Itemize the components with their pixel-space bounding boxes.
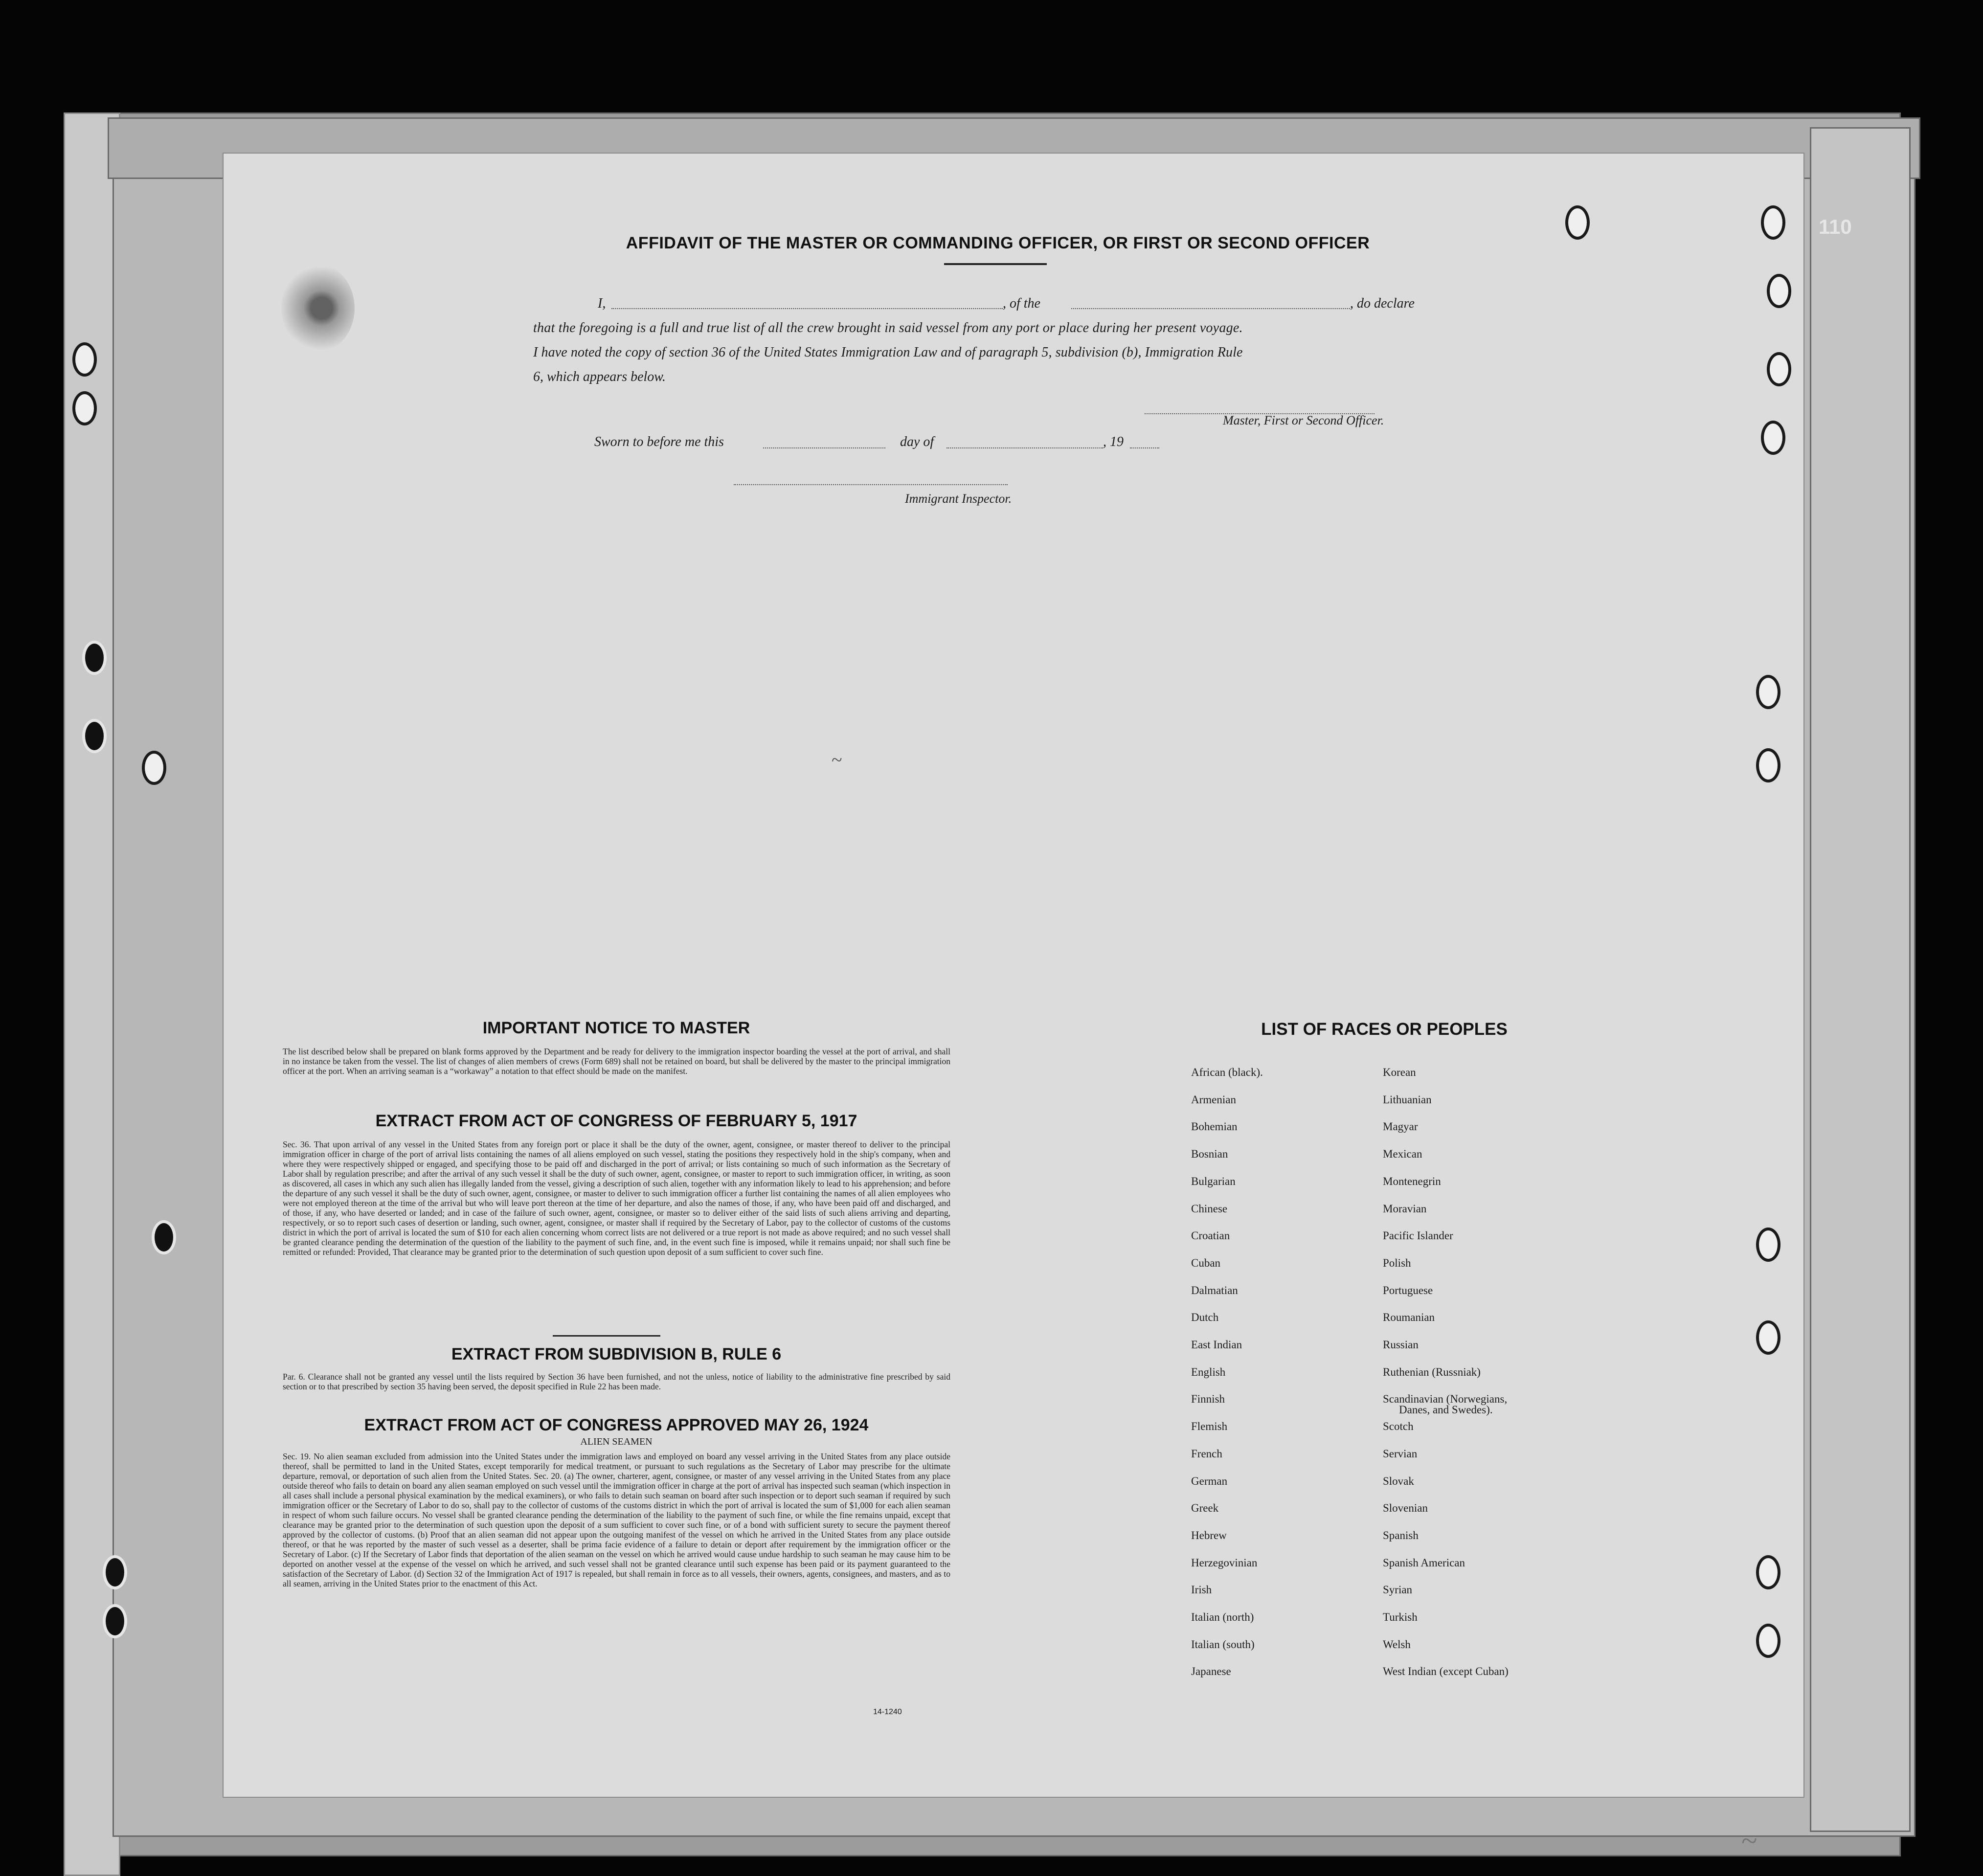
race-item: African (black).	[1191, 1066, 1263, 1078]
binder-hole	[103, 1555, 127, 1589]
binder-hole	[1756, 1624, 1780, 1658]
sworn-label: Sworn to before me this	[594, 434, 724, 449]
affidavit-title: AFFIDAVIT OF THE MASTER OR COMMANDING OFFICER, OR FIRST OR SECOND OFFICER	[626, 234, 1370, 252]
binder-hole	[103, 1604, 127, 1638]
race-item: Spanish	[1383, 1529, 1419, 1541]
race-item: Scotch	[1383, 1420, 1414, 1432]
binder-hole	[1756, 675, 1780, 709]
binder-hole	[1761, 421, 1785, 455]
race-item: Roumanian	[1383, 1311, 1435, 1323]
race-item: Greek	[1191, 1502, 1219, 1514]
race-item: Dalmatian	[1191, 1284, 1238, 1296]
sworn-month-blank	[946, 447, 1103, 448]
stamp-seal	[281, 264, 355, 352]
binder-hole	[1565, 205, 1590, 240]
binder-hole	[82, 641, 107, 675]
inspector-label: Immigrant Inspector.	[905, 491, 1012, 506]
race-item: Ruthenian (Russniak)	[1383, 1366, 1481, 1378]
race-item: Armenian	[1191, 1094, 1236, 1106]
race-item: East Indian	[1191, 1339, 1242, 1351]
race-item: Magyar	[1383, 1120, 1418, 1133]
race-item: Moravian	[1383, 1203, 1427, 1215]
title-rule	[944, 263, 1047, 265]
binder-hole	[1761, 205, 1785, 240]
race-item: Irish	[1191, 1584, 1212, 1596]
race-item: Italian (south)	[1191, 1638, 1255, 1651]
race-item: Scandinavian (Norwegians,	[1383, 1393, 1508, 1405]
binder-hole	[82, 719, 107, 753]
race-item: Pacific Islander	[1383, 1229, 1453, 1242]
extract-rule6-body: Par. 6. Clearance shall not be granted any vessel until the lists required by Section 36 have been furnished, and not the unless, notice of liability to the administrative fine prescribed by said section or to that prescribed by section 35 having been served, the deposit specified in Rule 22 has been made.	[283, 1372, 950, 1391]
race-item: Slovenian	[1383, 1502, 1428, 1514]
race-item: Polish	[1383, 1257, 1411, 1269]
binder-hole	[72, 342, 97, 377]
sworn-year-blank	[1130, 447, 1159, 448]
race-item: Chinese	[1191, 1203, 1228, 1215]
extract-1924-title: EXTRACT FROM ACT OF CONGRESS APPROVED MAY 26, 1924	[364, 1416, 869, 1434]
race-item: Mexican	[1383, 1148, 1422, 1160]
binder-hole	[1767, 352, 1791, 386]
affidavit-line1-end: , do declare	[1350, 296, 1415, 311]
inspector-signature-line	[734, 484, 1008, 485]
sworn-day-blank	[763, 447, 885, 448]
race-item: Turkish	[1383, 1611, 1418, 1623]
extract-1924-body: Sec. 19. No alien seaman excluded from admission into the United States under the immigration laws and employed on board any vessel arriving in the United States from any place outside thereof, shall be permitted to land in the United States, except temporarily for medical treatment, or pursuant to such regulations as the Secretary of Labor may prescribe for the ultimate departure, removal, or deportation of such alien from the United States. Sec. 20. (a) The owner, charterer, agent, consignee, or master of any vessel arriving in the United States from any place outside thereof who fails to detain on board any alien seaman employed on such vessel until the immigration officer in charge at the port of arrival has inspected such seaman (which inspection in all cases shall include a personal physical examination by the medical examiners), or who fails to detain such seaman on board after such inspection or to deport such seaman if required by such immigration officer or the Secretary of Labor to do so, shall pay to the collector of customs of the customs district in which the port of arrival is located the sum of $1,000 for each alien seaman in respect of whom such failure occurs. No vessel shall be granted clearance pending the determination of the liability to the payment of such fine, or while the fine remains unpaid, except that clearance may be granted prior to the determination of such question upon the deposit of a sum sufficient to cover such fine, or of a bond with sufficient surety to secure the payment thereof approved by the collector of customs. (b) Proof that an alien seaman did not appear upon the outgoing manifest of the vessel on which he arrived in the United States from any place outside thereof, or that he was reported by the master of such vessel as a deserter, shall be prima facie evidence of a failure to detain or deport after requirement by the immigration officer or the Secretary of Labor. (c) If the Secretary of Labor finds that deportation of the alien seaman on the vessel on which he arrived would cause undue hardship to such seaman he may cause him to be deported on another vessel at the expense of the vessel on which he arrived, and such vessel shall not be granted clearance until such expense has been paid or its payment guaranteed to the satisfaction of the Secretary of Labor. (d) Section 32 of the Immigration Act of 1917 is repealed, but shall remain in force as to all vessels, their owners, agents, consignees, and masters, and as to all seamen, arriving in the United States prior to the enactment of this Act.	[283, 1452, 950, 1588]
vessel-blank	[1071, 308, 1350, 309]
binder-hole	[1756, 1555, 1780, 1589]
race-item: Bulgarian	[1191, 1175, 1236, 1187]
race-item: Finnish	[1191, 1393, 1225, 1405]
pencil-scribble: ~	[1741, 1825, 1758, 1857]
binder-hole	[72, 391, 97, 425]
race-item: Portuguese	[1383, 1284, 1433, 1296]
race-item: Russian	[1383, 1339, 1419, 1351]
race-item: Flemish	[1191, 1420, 1228, 1432]
right-sheet-edge	[1810, 127, 1911, 1832]
pencil-mark: ~	[832, 749, 842, 771]
race-item: Spanish American	[1383, 1557, 1465, 1569]
affidavit-line1-start: I,	[598, 296, 606, 311]
sworn-year-label: , 19	[1103, 434, 1124, 449]
race-item: West Indian (except Cuban)	[1383, 1665, 1509, 1677]
name-blank	[611, 308, 1003, 309]
race-item: Cuban	[1191, 1257, 1221, 1269]
sworn-dayof-label: day of	[900, 434, 934, 449]
notice-body: The list described below shall be prepared on blank forms approved by the Department and be ready for delivery to the immigration inspector boarding the vessel at the port of arrival, and shall in no instance be taken from the vessel. The list of changes of alien members of crews (Form 689) shall not be retained on board, but shall be delivered by the master to the principal immigration officer at the port. When an arriving seaman is a “workaway” a notation to that effect should be made on the manifest.	[283, 1047, 950, 1076]
race-item: Syrian	[1383, 1584, 1413, 1596]
race-item: English	[1191, 1366, 1226, 1378]
form-number: 14-1240	[873, 1708, 902, 1716]
race-item: Dutch	[1191, 1311, 1219, 1323]
affidavit-line4: 6, which appears below.	[533, 369, 666, 384]
binder-hole	[152, 1220, 176, 1254]
affidavit-line3: I have noted the copy of section 36 of the United States Immigration Law and of paragraph 5, subdivision (b), Immigration Rule	[533, 345, 1243, 360]
race-scandinavian-cont: Danes, and Swedes).	[1399, 1404, 1493, 1416]
race-item: Montenegrin	[1383, 1175, 1441, 1187]
master-signature-label: Master, First or Second Officer.	[1223, 413, 1384, 427]
race-item: German	[1191, 1475, 1228, 1487]
notice-title: IMPORTANT NOTICE TO MASTER	[482, 1019, 750, 1037]
binder-hole	[1756, 1228, 1780, 1262]
binder-hole	[142, 751, 166, 785]
race-item: Bosnian	[1191, 1148, 1228, 1160]
affidavit-line1-mid: , of the	[1003, 296, 1040, 311]
race-item: Herzegovinian	[1191, 1557, 1258, 1569]
race-item: Slovak	[1383, 1475, 1414, 1487]
race-item: French	[1191, 1448, 1222, 1460]
extract-1917-body: Sec. 36. That upon arrival of any vessel in the United States from any foreign port or place it shall be the duty of the owner, agent, consignee, or master thereof to deliver to the principal immigration officer in charge of the port of arrival lists containing the names of all aliens employed on such vessel, stating the positions they respectively hold in the ship's company, when and where they were respectively shipped or engaged, and specifying those to be paid off and discharged in the port of arrival; or lists containing so much of such information as the Secretary of Labor shall by regulation prescribe; and after the arrival of any such vessel it shall be the duty of such owner, agent, consignee, or master to report to such immigration officer, in writing, as soon as discovered, all cases in which any such alien has illegally landed from the vessel, giving a description of such alien, together with any information likely to lead to his apprehension; and before the departure of any such vessel it shall be the duty of such owner, agent, consignee, or master to deliver to such immigration officer a further list containing the names of all alien employees who were not employed thereon at the time of the arrival but who will leave port thereon at the time of her departure, and also the names of those, if any, who have been paid off and discharged, and of those, if any, who have deserted or landed; and in case of the failure of such owner, agent, consignee, or master so to deliver either of the said lists of such aliens arriving and departing, respectively, or so to report such cases of desertion or landing, such owner, agent, consignee, or master shall if required by the Secretary of Labor, pay to the collector of customs of the customs district in which the port of arrival is located the sum of $10 for each alien concerning whom correct lists are not delivered or a true report is not made as above required; and no such vessel shall be granted clearance pending the determination of the question of the liability to the payment of such fine, and, in the event such fine is imposed, while it remains unpaid; nor shall such fine be remitted or refunded: Provided, That clearance may be granted prior to the determination of such question upon deposit of a sum sufficient to cover such fine.	[283, 1139, 950, 1257]
race-item: Servian	[1383, 1448, 1418, 1460]
race-item: Croatian	[1191, 1229, 1230, 1242]
race-item: Lithuanian	[1383, 1094, 1432, 1106]
race-item: Korean	[1383, 1066, 1416, 1078]
race-item: Japanese	[1191, 1665, 1231, 1677]
binder-hole	[1756, 1320, 1780, 1355]
extract-1917-title: EXTRACT FROM ACT OF CONGRESS OF FEBRUARY 5, 1917	[375, 1112, 857, 1130]
race-item: Welsh	[1383, 1638, 1411, 1651]
binder-hole	[1756, 748, 1780, 782]
race-item: Bohemian	[1191, 1120, 1238, 1133]
race-item: Italian (north)	[1191, 1611, 1254, 1623]
extract-1924-subtitle: ALIEN SEAMEN	[580, 1436, 653, 1447]
races-title: LIST OF RACES OR PEOPLES	[1261, 1020, 1508, 1039]
affidavit-line2: that the foregoing is a full and true list of all the crew brought in said vessel from any port or place during her present voyage.	[533, 320, 1243, 335]
page-number: 110	[1819, 215, 1852, 238]
extract-rule6-title: EXTRACT FROM SUBDIVISION B, RULE 6	[451, 1345, 782, 1363]
race-item: Hebrew	[1191, 1529, 1227, 1541]
section-rule	[553, 1335, 660, 1337]
binder-hole	[1767, 274, 1791, 308]
